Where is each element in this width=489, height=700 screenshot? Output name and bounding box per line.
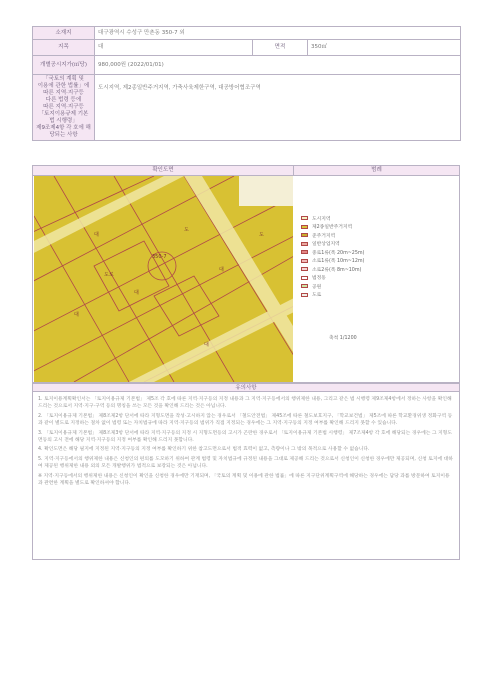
legend-label: 소로1류(폭 10m~12m)	[312, 259, 365, 265]
zoning-value: 도시지역, 제2종일반주거지역, 가축사육제한구역, 대공방어협조구역	[95, 75, 461, 141]
map-label: 대	[219, 267, 224, 273]
scale-text: 축척 1/1200	[329, 336, 357, 341]
legend-label: 도시지역	[312, 216, 331, 222]
area-label: 면적	[253, 40, 308, 56]
legend-label: 소로2류(폭 8m~10m)	[312, 267, 362, 273]
zoning-label-line: 다른 법령 등에	[45, 97, 82, 103]
zoning-label-line: 따른 지역·지구등	[43, 90, 84, 96]
legend-swatch	[301, 233, 308, 237]
zoning-label-line: 따른 지역·지구등	[43, 104, 84, 110]
legend-swatch	[301, 276, 308, 280]
cadastral-map	[34, 176, 293, 382]
legend-item	[301, 274, 451, 283]
landprice-value: 980,000원 (2022/01/01)	[95, 56, 461, 75]
legend-swatch	[301, 293, 308, 297]
map-label: 도	[184, 227, 189, 233]
legend-swatch	[301, 250, 308, 254]
legend-item	[301, 214, 451, 223]
legend-swatch	[301, 225, 308, 229]
legend-label: 준주거지역	[312, 233, 336, 239]
legend-item	[301, 291, 451, 300]
row-landprice	[33, 56, 461, 75]
location-label: 소재지	[33, 27, 95, 40]
row-landcategory	[33, 40, 461, 56]
map-label: 대	[94, 232, 99, 238]
landcategory-value: 대	[95, 40, 253, 56]
land-use-form	[32, 26, 460, 141]
legend-label: 공원	[312, 284, 322, 290]
zoning-label-line: 「국토의 계획 및	[43, 76, 84, 82]
info-table	[32, 26, 461, 141]
legend-label: 중로1류(폭 20m~25m)	[312, 250, 365, 256]
zoning-label-line: 이용에 관한 법률」에	[37, 83, 90, 89]
row-location	[33, 27, 461, 40]
legend-swatch	[301, 284, 308, 288]
map-label: 대	[74, 312, 79, 318]
legend-list	[301, 214, 451, 299]
landcategory-label: 지목	[33, 40, 95, 56]
legend-swatch	[301, 216, 308, 220]
notes-title: 유의사항	[32, 383, 460, 392]
location-value: 대구광역시 수성구 만촌동 350-7 외	[95, 27, 461, 40]
cadastral-map-svg	[34, 176, 293, 382]
note-item: ※ 지역·지구등에서의 행위제한 내용은 신청인이 확인을 신청한 경우에만 기재되며, 「국토의 계획 및 이용에 관한 법률」에 따른 지구단위계획구역에 해당하는 경우에는 담당 과를 방문하여 토지이용과 관련한 계획을 별도로 확인하셔야 합니다.	[38, 473, 450, 487]
legend-item	[301, 265, 451, 274]
legend-label: 일반상업지역	[312, 242, 340, 248]
legend-item	[301, 257, 451, 266]
landprice-label: 개별공시지가(㎡당)	[33, 56, 95, 75]
legend-item	[301, 240, 451, 249]
map-label: 도로	[104, 272, 114, 278]
legend-swatch	[301, 267, 308, 271]
legend-item	[301, 248, 451, 257]
road-area	[239, 176, 293, 206]
note-item: 1. 토지이용계획확인서는 「토지이용규제 기본법」 제5조 각 호에 따른 지역·지구등의 지정 내용과 그 지역·지구등에서의 행위제한 내용, 그리고 같은 법 시행령 제9조제4항에서 정하는 사항을 확인해 드리는 것으로서 지역·지구·구역 등의 명칭을 쓰는 모든 것을 확인해 드리는 것은 아닙니다.	[38, 397, 452, 410]
notes-box	[32, 392, 460, 560]
zoning-label-line: 제9조제4항 각 호에 해당되는 사항	[36, 125, 91, 138]
zoning-label	[33, 75, 95, 141]
legend-label: 법정동	[312, 276, 326, 282]
map-label: 350-7	[152, 254, 167, 260]
row-zoning	[33, 75, 461, 141]
legend-item	[301, 282, 451, 291]
legend-label: 제2종일반주거지역	[312, 225, 353, 231]
legend-swatch	[301, 259, 308, 263]
legend-label: 도로	[312, 293, 322, 299]
note-item: 3. 「토지이용규제 기본법」 제8조제3항 단서에 따라 지역·지구등의 지정 시 지형도면등의 고시가 곤란한 경우로서 「토지이용규제 기본법 시행령」 제7조제4항 각 호에 해당되는 경우에는 그 지형도면등의 고시 전에 해당 지역·지구등의 지정 여부를 확인해 드리지 못합니다.	[38, 430, 452, 444]
note-item: 2. 「토지이용규제 기본법」 제8조제2항 단서에 따라 지형도면을 작성·고시하지 않는 경우로서 「철도안전법」 제45조에 따른 철도보호지구, 「학교보건법」 제5조에 따른 학교환경위생 정화구역 등과 같이 별도로 지정하는 절차 없이 법령 또는 자치법규에 따라 지역·지구등의 범위가 직접 지정되는 경우에는 그 지역·지구등의 지정 여부를 확인해 드리지 못할 수 있습니다.	[38, 413, 453, 427]
map-label: 도	[259, 232, 264, 238]
legend-title: 범례	[294, 166, 459, 176]
note-item: 4. 확인도면은 해당 필지에 지정된 지역·지구등의 지정 여부를 확인하기 위한 참고도면으로서 법적 효력이 없고, 측량이나 그 밖의 목적으로 사용할 수 없습니다.	[38, 447, 370, 453]
area-value: 350㎡	[308, 40, 461, 56]
zoning-label-line: 「토지이용규제 기본법 시행령」	[38, 111, 89, 124]
legend-item	[301, 223, 451, 232]
legend-swatch	[301, 242, 308, 246]
map-label: 대	[204, 342, 209, 348]
legend-item	[301, 231, 451, 240]
map-label: 대	[134, 290, 139, 296]
note-item: 5. 지역·지구등에서의 행위제한 내용은 신청인의 편의를 도모하기 위하여 관계 법령 및 자치법규에 규정된 내용을 그대로 제공해 드리는 것으로서 신청인이 신청한 경우에만 제공되며, 신청 토지에 대하여 제공된 행위제한 내용 외의 모든 개발행위가 법적으로 보장되는 것은 아닙니다.	[38, 456, 453, 470]
map-title: 확인도면	[33, 166, 294, 176]
map-section	[32, 165, 460, 383]
